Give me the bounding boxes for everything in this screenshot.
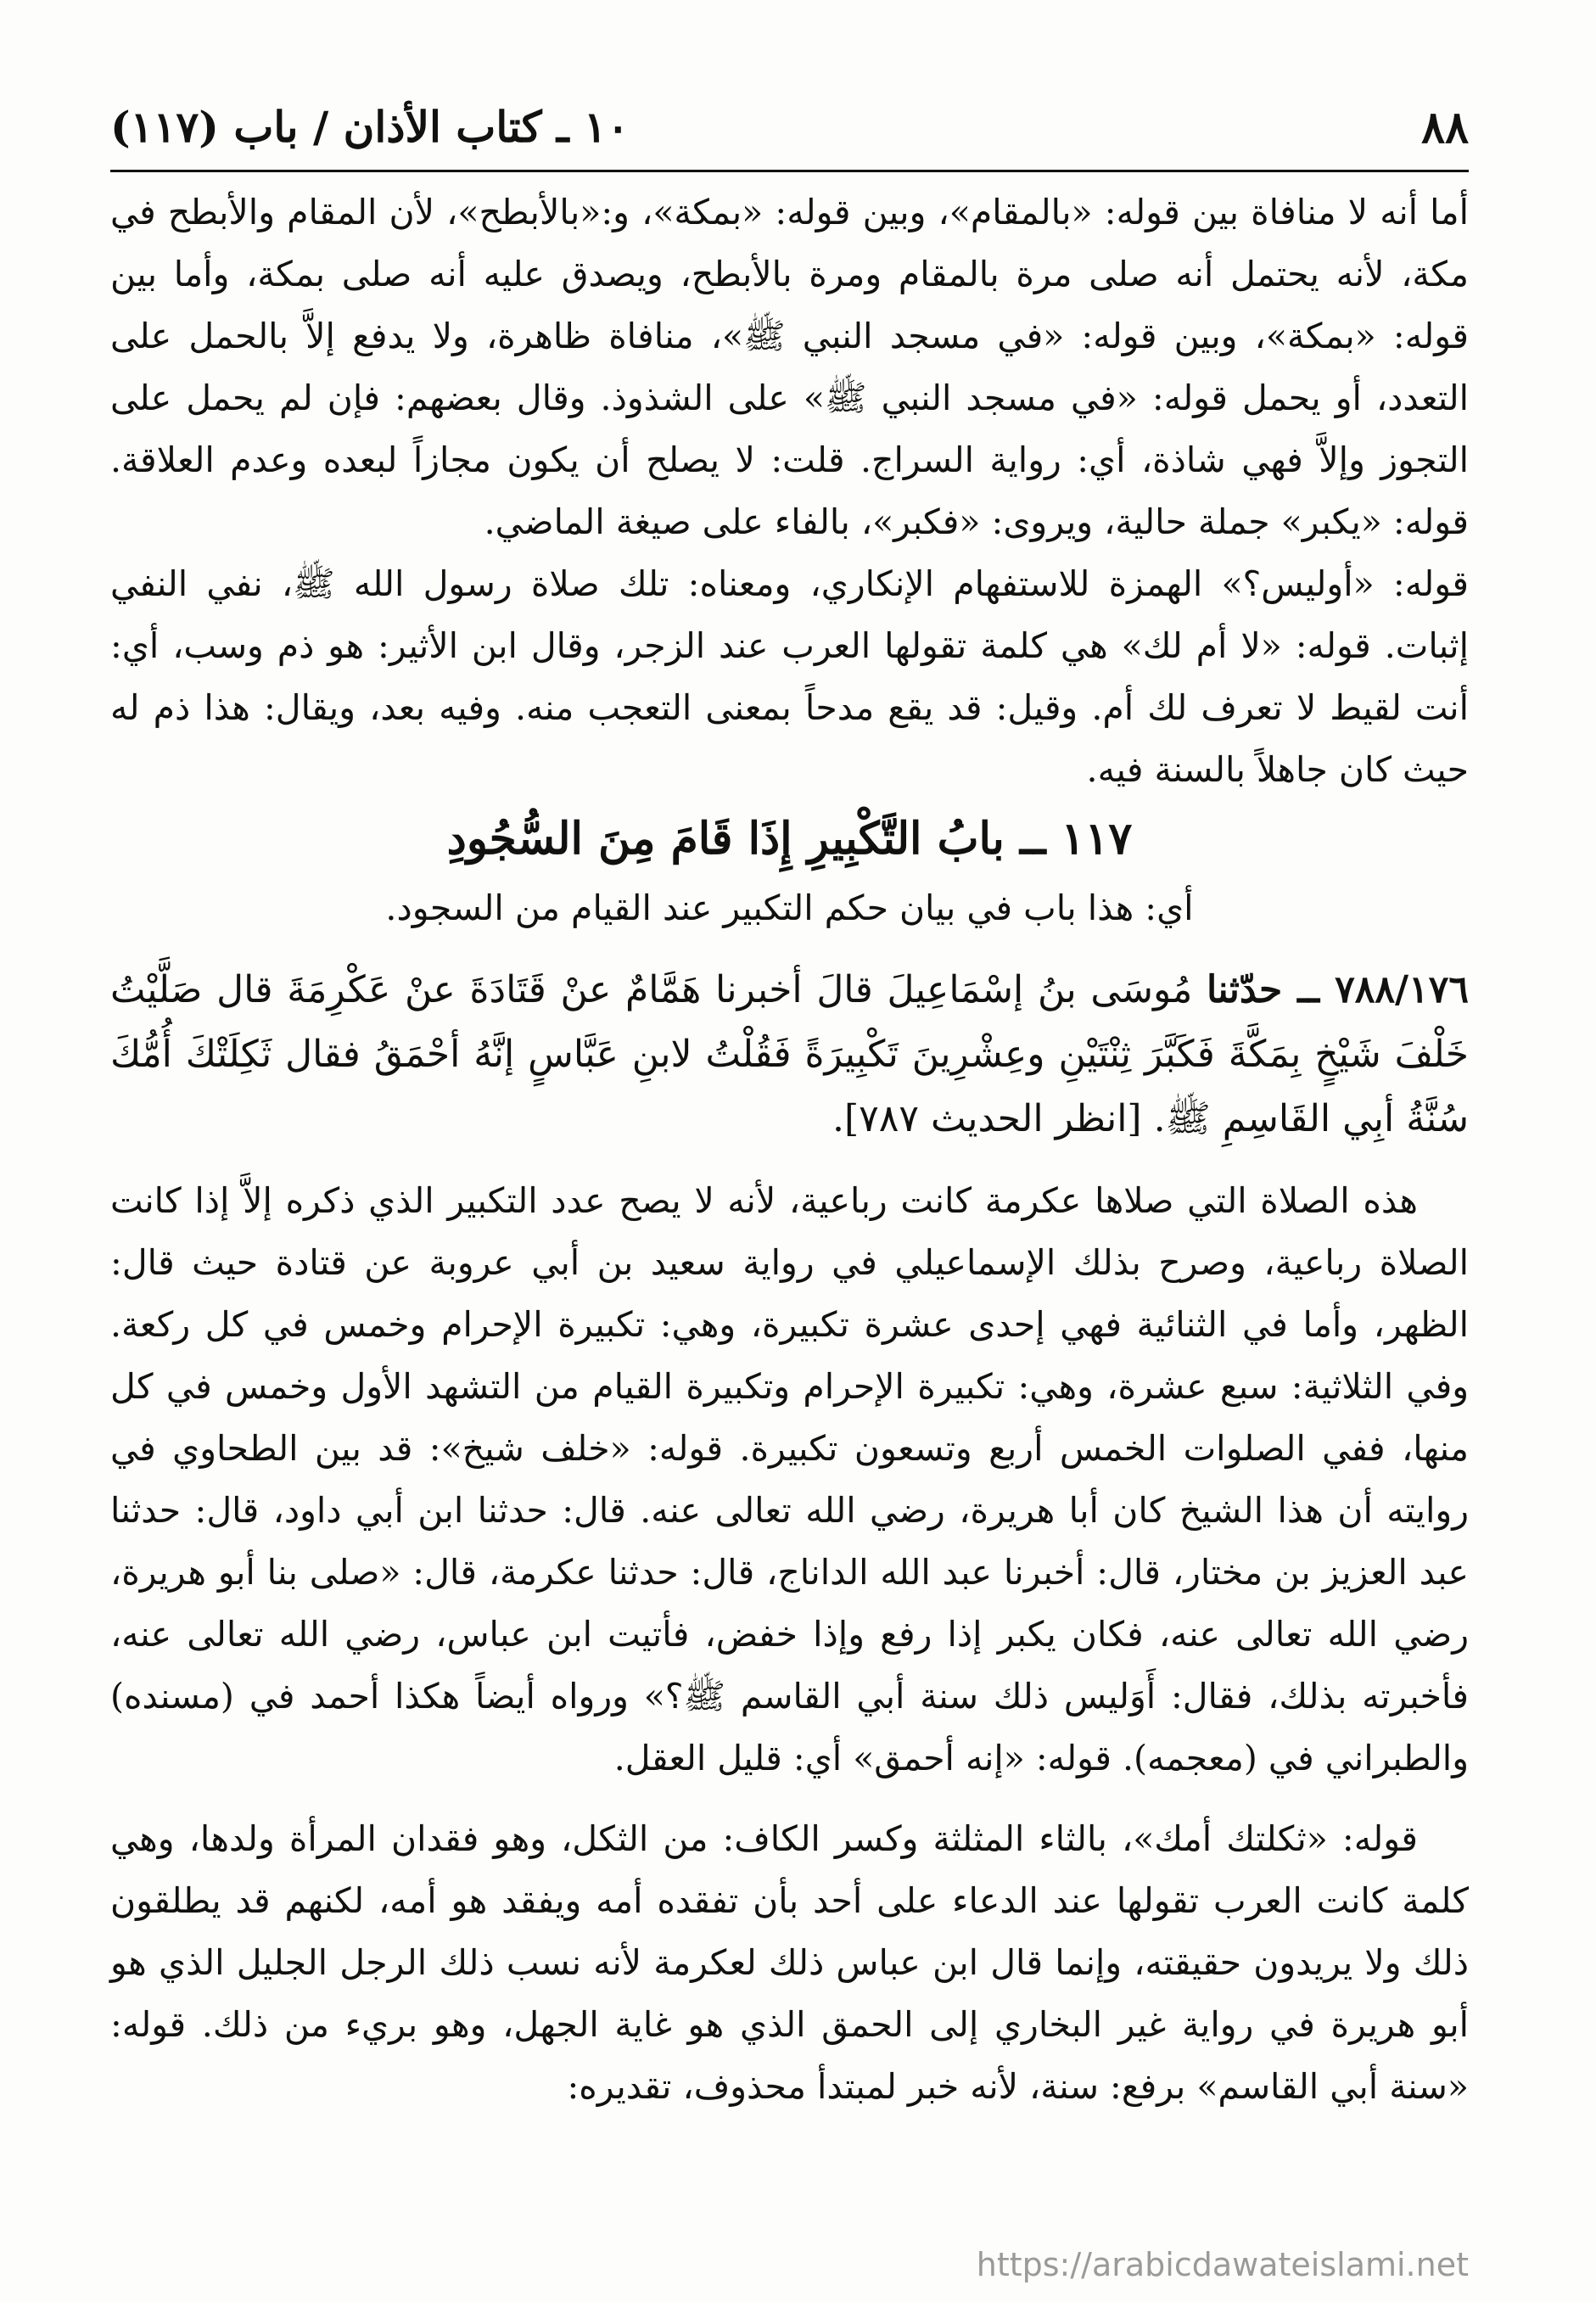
chapter-title: ١١٧ ــ بابُ التَّكْبِيرِ إِذَا قَامَ مِنَ السُّجُودِ <box>446 813 1133 865</box>
hadith-text: مُوسَى بنُ إسْمَاعِيلَ قالَ أخبرنا هَمَّامٌ عنْ قَتَادَةَ عنْ عَكْرِمَةَ قال صَلَّيْتُ خَلْفَ شَيْخٍ بِمَكَّةَ فَكَبَّرَ ثِنْتَيْنِ وعِشْرِينَ تَكْبِيرَةً فَقُلْتُ لابنِ عَبَّاسٍ إنَّهُ أحْمَقُ فقال ثَكِلَتْكَ أُمُّكَ سُنَّةُ أبِي القَاسِمِ ﷺ. [انظر الحديث ٧٨٧]. <box>110 968 1469 1140</box>
page-number: ٨٨ <box>1421 102 1469 154</box>
spacer <box>110 1790 1469 1808</box>
commentary-paragraph-4: قوله: «ثكلتك أمك»، بالثاء المثلثة وكسر الكاف: من الثكل، وهو فقدان المرأة ولدها، وهي كلمة كانت العرب تقولها عند الدعاء على أحد بأن تفقده أمه ويفقد هو أمه، لكنهم قد يطلقون ذلك ولا يريدون حقيقته، وإنما قال ابن عباس ذلك لعكرمة لأنه نسب ذلك الرجل الجليل الذي هو أبو هريرة في رواية غير البخاري إلى الحمق الذي هو غاية الجهل، وهو بريء من ذلك. قوله: «سنة أبي القاسم» برفع: سنة، لأنه خبر لمبتدأ محذوف، تقديره: <box>110 1818 1469 2107</box>
running-title: ١٠ ـ كتاب الأذان / باب (١١٧) <box>110 102 630 152</box>
spacer <box>110 1151 1469 1170</box>
watermark-url: https://arabicdawateislami.net <box>976 2246 1469 2283</box>
commentary-paragraph-2: قوله: «أوليس؟» الهمزة للاستفهام الإنكاري، ومعناه: تلك صلاة رسول الله ﷺ، نفي النفي إثبات. قوله: «لا أم لك» هي كلمة تقولها العرب عند الزجر، وقال ابن الأثير: هو ذم وسب، أي: أنت لقيط لا تعرف لك أم. وقيل: قد يقع مدحاً بمعنى التعجب منه. وفيه بعد، ويقال: هذا ذم له حيث كان جاهلاً بالسنة فيه. <box>110 563 1469 790</box>
hadith-number: ٧٨٨/١٧٦ ــ حدّثنا <box>1207 968 1469 1011</box>
commentary-paragraph-1: أما أنه لا منافاة بين قوله: «بالمقام»، وبين قوله: «بمكة»، و:«بالأبطح»، لأن المقام والأبطح في مكة، لأنه يحتمل أنه صلى مرة بالمقام ومرة بالأبطح، ويصدق عليه أنه صلى بمكة، وأما بين قوله: «بمكة»، وبين قوله: «في مسجد النبي ﷺ»، منافاة ظاهرة، ولا يدفع إلاَّ بالحمل على التعدد، أو يحمل قوله: «في مسجد النبي ﷺ» على الشذوذ. وقال بعضهم: فإن لم يحمل على التجوز وإلاَّ فهي شاذة، أي: رواية السراج. قلت: لا يصلح أن يكون مجازاً لبعده وعدم العلاقة. قوله: «يكبر» جملة حالية، ويروى: «فكبر»، بالفاء على صيغة الماضي. <box>110 192 1469 542</box>
page-header <box>110 93 1469 170</box>
spacer <box>110 939 1469 958</box>
chapter-subtitle: أي: هذا باب في بيان حكم التكبير عند القيام من السجود. <box>385 888 1194 928</box>
page-body <box>110 182 1469 2118</box>
commentary-paragraph-3: هذه الصلاة التي صلاها عكرمة كانت رباعية، لأنه لا يصح عدد التكبير الذي ذكره إلاَّ إذا كانت الصلاة رباعية، وصرح بذلك الإسماعيلي في رواية سعيد بن أبي عروبة عن قتادة حيث قال: الظهر، وأما في الثنائية فهي إحدى عشرة تكبيرة، وهي: تكبيرة الإحرام وخمس في كل ركعة. وفي الثلاثية: سبع عشرة، وهي: تكبيرة الإحرام وتكبيرة القيام من التشهد الأول وخمس في كل منها، ففي الصلوات الخمس أربع وتسعون تكبيرة. قوله: «خلف شيخ»: قد بين الطحاوي في روايته أن هذا الشيخ كان أبا هريرة، رضي الله تعالى عنه. قال: حدثنا ابن أبي داود، قال: حدثنا عبد العزيز بن مختار، قال: أخبرنا عبد الله الداناج، قال: حدثنا عكرمة، قال: «صلى بنا أبو هريرة، رضي الله تعالى عنه، فكان يكبر إذا رفع وإذا خفض، فأتيت ابن عباس، رضي الله تعالى عنه، فأخبرته بذلك، فقال: أَوَليس ذلك سنة أبي القاسم ﷺ؟» ورواه أيضاً هكذا أحمد في (مسنده) والطبراني في (معجمه). قوله: «إنه أحمق» أي: قليل العقل. <box>110 1180 1470 1778</box>
hadith-text-block <box>110 958 1469 1151</box>
header-divider <box>110 170 1469 172</box>
